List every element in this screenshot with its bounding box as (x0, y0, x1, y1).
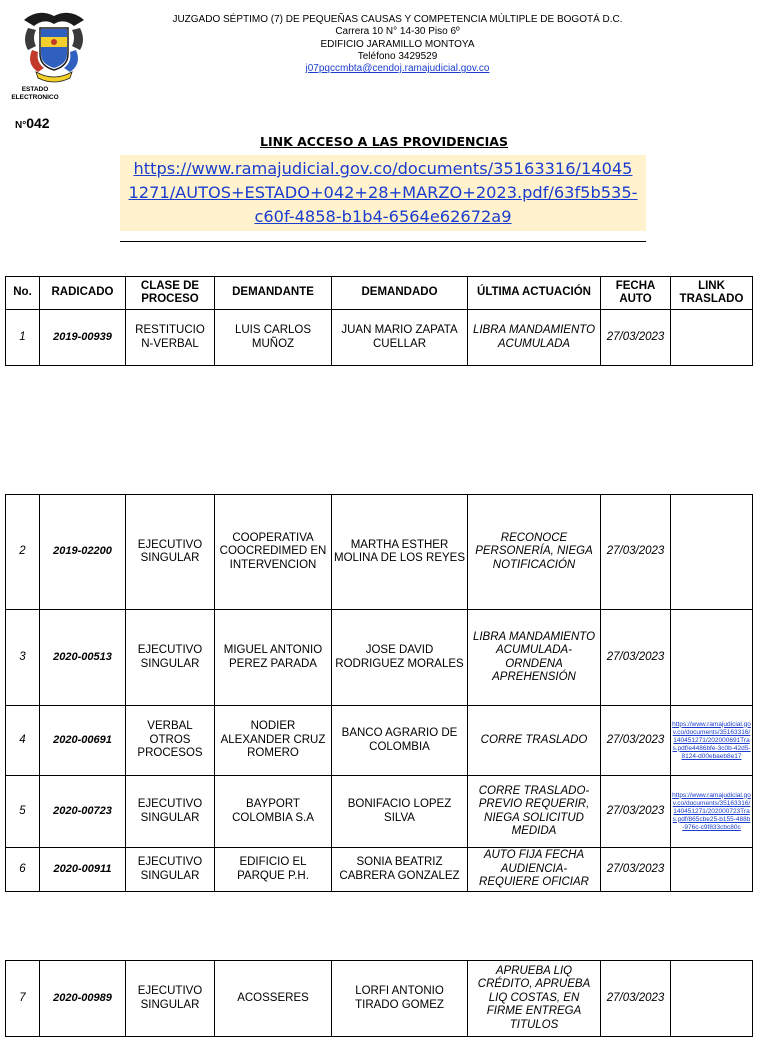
col-header-demandado: DEMANDADO (332, 277, 468, 310)
cell-actuacion: RECONOCE PERSONERÍA, NIEGA NOTIFICACIÓN (468, 495, 601, 610)
link-line-3[interactable]: c60f-4858-b1b4-6564e62672a9 (254, 207, 512, 226)
cell-radicado: 2020-00911 (40, 848, 126, 892)
divider-line (120, 241, 646, 242)
cell-fecha: 27/03/2023 (601, 848, 671, 892)
table-header-row (6, 277, 753, 310)
col-header-no: No. (6, 277, 40, 310)
col-header-demandante: DEMANDANTE (215, 277, 332, 310)
cell-radicado: 2020-00723 (40, 776, 126, 848)
col-header-radicado: RADICADO (40, 277, 126, 310)
cell-demandante: NODIER ALEXANDER CRUZ ROMERO (215, 706, 332, 776)
cell-actuacion: AUTO FIJA FECHA AUDIENCIA- REQUIERE OFICIAR (468, 848, 601, 892)
cell-link[interactable] (671, 961, 753, 1037)
col-header-link: LINK TRASLADO (671, 277, 753, 310)
cell-link[interactable] (671, 610, 753, 706)
cell-radicado: 2019-02200 (40, 495, 126, 610)
court-header (150, 14, 645, 75)
cell-radicado: 2020-00513 (40, 610, 126, 706)
table-row (6, 706, 753, 776)
cell-demandado: BANCO AGRARIO DE COLOMBIA (332, 706, 468, 776)
link-line-1[interactable]: https://www.ramajudicial.gov.co/documents/35163316/14045 (133, 159, 633, 178)
cell-no: 3 (6, 610, 40, 706)
cell-clase: VERBAL OTROS PROCESOS (126, 706, 215, 776)
col-header-actuacion: ÚLTIMA ACTUACIÓN (468, 277, 601, 310)
cell-demandado: JOSE DAVID RODRIGUEZ MORALES (332, 610, 468, 706)
cell-demandado: LORFI ANTONIO TIRADO GOMEZ (332, 961, 468, 1037)
cell-clase: EJECUTIVO SINGULAR (126, 610, 215, 706)
cell-demandado: JUAN MARIO ZAPATA CUELLAR (332, 310, 468, 366)
cell-link[interactable] (671, 848, 753, 892)
cell-actuacion: CORRE TRASLADO- PREVIO REQUERIR, NIEGA SOLICITUD MEDIDA (468, 776, 601, 848)
cell-actuacion: CORRE TRASLADO (468, 706, 601, 776)
table-row (6, 848, 753, 892)
table-row (6, 610, 753, 706)
cases-table-part-3 (5, 960, 753, 1037)
cell-clase: EJECUTIVO SINGULAR (126, 961, 215, 1037)
cell-no: 5 (6, 776, 40, 848)
cell-link[interactable] (671, 495, 753, 610)
cell-clase: EJECUTIVO SINGULAR (126, 495, 215, 610)
cell-demandado: SONIA BEATRIZ CABRERA GONZALEZ (332, 848, 468, 892)
cell-link[interactable]: https://www.ramajudicial.gov.co/documents/35163316/140451271/202000723Tras.pdf/865cbe25-b155-488b-976c-c9f833cbc80c (671, 776, 753, 848)
cell-no: 6 (6, 848, 40, 892)
cell-demandado: MARTHA ESTHER MOLINA DE LOS REYES (332, 495, 468, 610)
cases-table-part-1 (5, 276, 753, 366)
cell-no: 1 (6, 310, 40, 366)
cell-radicado: 2019-00939 (40, 310, 126, 366)
cell-demandante: EDIFICIO EL PARQUE P.H. (215, 848, 332, 892)
cell-clase: EJECUTIVO SINGULAR (126, 776, 215, 848)
cell-demandante: COOPERATIVA COOCREDIMED EN INTERVENCION (215, 495, 332, 610)
col-header-fecha: FECHA AUTO (601, 277, 671, 310)
estado-number (15, 115, 50, 131)
cell-no: 2 (6, 495, 40, 610)
court-address: Carrera 10 N° 14-30 Piso 6º (335, 26, 460, 38)
cell-demandante: LUIS CARLOS MUÑOZ (215, 310, 332, 366)
table-row (6, 961, 753, 1037)
cell-clase: EJECUTIVO SINGULAR (126, 848, 215, 892)
table-row (6, 495, 753, 610)
cell-no: 4 (6, 706, 40, 776)
estado-number-prefix: N° (15, 120, 27, 131)
providencias-link[interactable] (120, 157, 646, 229)
cell-clase: RESTITUCIO N-VERBAL (126, 310, 215, 366)
cell-actuacion: LIBRA MANDAMIENTO ACUMULADA- ORNDENA APREHENSIÓN (468, 610, 601, 706)
cell-demandado: BONIFACIO LOPEZ SILVA (332, 776, 468, 848)
cell-fecha: 27/03/2023 (601, 961, 671, 1037)
link-line-2[interactable]: 1271/AUTOS+ESTADO+042+28+MARZO+2023.pdf/63f5b535- (128, 183, 638, 202)
cell-link[interactable] (671, 310, 753, 366)
court-building: EDIFICIO JARAMILLO MONTOYA (320, 38, 475, 50)
cell-actuacion: LIBRA MANDAMIENTO ACUMULADA (468, 310, 601, 366)
estado-number-value: 042 (26, 115, 50, 131)
table-row (6, 310, 753, 366)
colombia-coat-of-arms-logo (18, 6, 90, 86)
cell-fecha: 27/03/2023 (601, 495, 671, 610)
link-heading: LINK ACCESO A LAS PROVIDENCIAS (260, 134, 508, 149)
estado-electronico-label: ESTADO ELECTRONICO (11, 86, 59, 101)
cell-fecha: 27/03/2023 (601, 610, 671, 706)
cell-radicado: 2020-00691 (40, 706, 126, 776)
col-header-clase: CLASE DE PROCESO (126, 277, 215, 310)
cell-demandante: MIGUEL ANTONIO PEREZ PARADA (215, 610, 332, 706)
cell-demandante: BAYPORT COLOMBIA S.A (215, 776, 332, 848)
court-name: JUZGADO SÉPTIMO (7) DE PEQUEÑAS CAUSAS Y COMPETENCIA MÚLTIPLE DE BOGOTÁ D.C. (172, 14, 623, 25)
court-phone: Teléfono 3429529 (357, 50, 438, 62)
cell-no: 7 (6, 961, 40, 1037)
table-row (6, 776, 753, 848)
cell-fecha: 27/03/2023 (601, 776, 671, 848)
cell-actuacion: APRUEBA LIQ CRÉDITO, APRUEBA LIQ COSTAS, EN FIRME ENTREGA TITULOS (468, 961, 601, 1037)
cell-link[interactable]: https://www.ramajudicial.gov.co/documents/35163316/140451271/202000691Tras.pdf/e4486bfe-3c0b-42d5-8124-d00ebaeb8e17 (671, 706, 753, 776)
cases-table-part-2 (5, 494, 753, 892)
cell-radicado: 2020-00989 (40, 961, 126, 1037)
cell-fecha: 27/03/2023 (601, 310, 671, 366)
court-email-link[interactable]: j07pqccmbta@cendoj.ramajudicial.gov.co (305, 63, 490, 75)
cell-fecha: 27/03/2023 (601, 706, 671, 776)
cell-demandante: ACOSSERES (215, 961, 332, 1037)
